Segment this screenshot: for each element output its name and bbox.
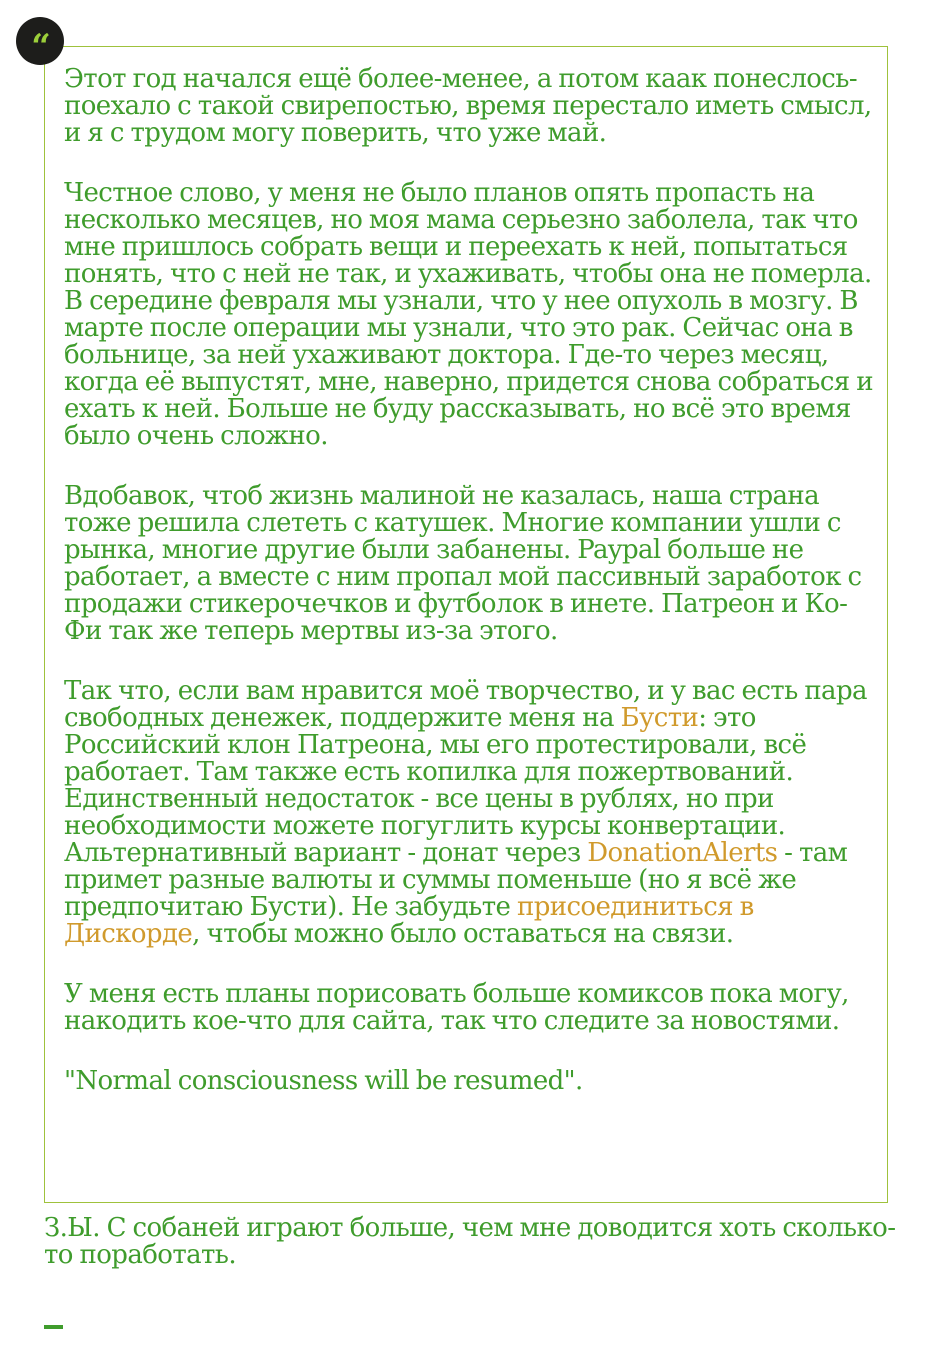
postscript: З.Ы. С собаней играют больше, чем мне доводится хоть сколько-то поработать. — [44, 1213, 896, 1270]
post-body — [64, 66, 874, 1128]
end-divider — [44, 1325, 63, 1329]
boosty-link[interactable]: Бусти — [620, 703, 699, 733]
paragraph-year-intro: Этот год начался ещё более-менее, а потом каак понеслось-поехало с такой свирепостью, время перестало иметь смысл, и я с трудом могу поверить, что уже май. — [64, 64, 872, 148]
paragraph-closing-quote: "Normal consciousness will be resumed". — [64, 1066, 583, 1096]
paragraph-mother-illness: Честное слово, у меня не было планов опять пропасть на несколько месяцев, но моя мама серьезно заболела, так что мне пришлось собрать вещи и переехать к ней, попытаться понять, что с ней не так, и ухаживать, чтобы она не померла. В середине февраля мы узнали, что у нее опухоль в мозгу. В марте после операции мы узнали, что это рак. Сейчас она в больнице, за ней ухаживают доктора. Где-то через месяц, когда её выпустят, мне, наверно, придется снова собраться и ехать к ней. Больше не буду рассказывать, но всё это время было очень сложно. — [64, 178, 874, 451]
paragraph-plans: У меня есть планы порисовать больше комиксов пока могу, накодить кое-что для сайта, так что следите за новостями. — [64, 979, 849, 1036]
discord-link[interactable]: присоединиться в Дискорде — [64, 892, 754, 949]
support-text-3: - там примет разные валюты и суммы поменьше (но я всё же предпочитаю Бусти). Не забудьте — [64, 838, 848, 922]
support-text-4: , чтобы можно было оставаться на связи. — [192, 919, 734, 949]
paragraph-support-links — [64, 678, 874, 948]
quote-mark-icon: “ — [16, 17, 64, 65]
support-text-1: Так что, если вам нравится моё творчество, и у вас есть пара свободных денежек, поддержите меня на — [64, 676, 867, 733]
donationalerts-link[interactable]: DonationAlerts — [587, 838, 778, 868]
support-text-2: : это Российский клон Патреона, мы его протестировали, всё работает. Там также есть копилка для пожертвований. Единственный недостаток - все цены в рублях, но при необходимости можете погуглить курсы конвертации. Альтернативный вариант - донат через — [64, 703, 807, 868]
paragraph-country-situation: Вдобавок, чтоб жизнь малиной не казалась, наша страна тоже решила слететь с катушек. Многие компании ушли с рынка, многие другие были забанены. Paypal больше не работает, а вместе с ним пропал мой пассивный заработок с продажи стикерочечков и футболок в инете. Патреон и Ко-Фи так же теперь мертвы из-за этого. — [64, 481, 862, 646]
